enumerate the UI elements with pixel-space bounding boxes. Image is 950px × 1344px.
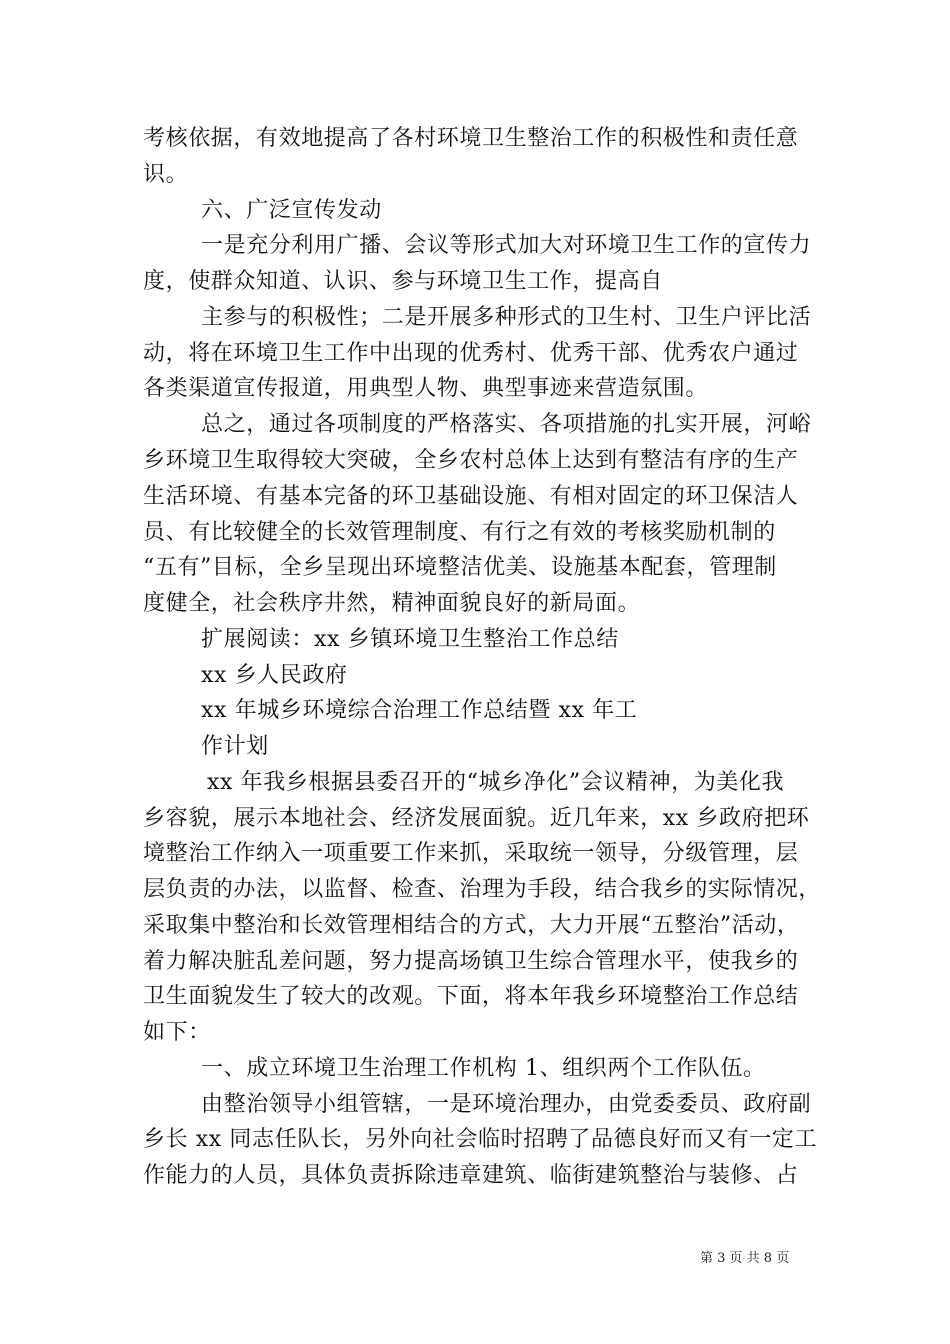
article-title: xx 年城乡环境综合治理工作总结暨 xx 年工 <box>201 698 638 723</box>
text-line: “五有”目标，全乡呈现出环境整洁优美、设施基本配套，管理制 <box>143 555 777 580</box>
section-heading: 六、广泛宣传发动 <box>201 198 382 223</box>
issuer-line: xx 乡人民政府 <box>201 663 348 688</box>
text-line: 识。 <box>143 162 189 187</box>
text-line: 生活环境、有基本完备的环卫基础设施、有相对固定的环卫保洁人 <box>143 484 799 509</box>
text-line: 主参与的积极性；二是开展多种形式的卫生村、卫生户评比活 <box>201 305 812 330</box>
extended-reading-title: 扩展阅读：xx 乡镇环境卫生整治工作总结 <box>201 627 619 652</box>
text-line: 由整治领导小组管辖，一是环境治理办，由党委委员、政府副 <box>201 1092 812 1117</box>
text-line: 层负责的办法，以监督、检查、治理为手段，结合我乡的实际情况， <box>143 877 822 902</box>
text-line: 境整治工作纳入一项重要工作来抓，采取统一领导，分级管理，层 <box>143 841 799 866</box>
text-line: 乡容貌，展示本地社会、经济发展面貌。近几年来，xx 乡政府把环 <box>143 806 810 831</box>
text-line: 作能力的人员，具体负责拆除违章建筑、临街建筑整治与装修、占 <box>143 1163 799 1188</box>
page-number: 第 3 页 共 8 页 <box>700 1251 790 1266</box>
text-line: 如下： <box>143 1020 211 1045</box>
text-line: 着力解决脏乱差问题，努力提高场镇卫生综合管理水平，使我乡的 <box>143 949 799 974</box>
text-line: 员、有比较健全的长效管理制度、有行之有效的考核奖励机制的 <box>143 520 776 545</box>
text-line: xx 年我乡根据县委召开的“城乡净化”会议精神，为美化我 <box>207 770 785 795</box>
text-line: 卫生面貌发生了较大的改观。下面，将本年我乡环境整治工作总结 <box>143 984 799 1009</box>
text-line: 动，将在环境卫生工作中出现的优秀村、优秀干部、优秀农户通过 <box>143 341 799 366</box>
text-line: 各类渠道宣传报道，用典型人物、典型事迹来营造氛围。 <box>143 376 709 401</box>
text-line: 考核依据，有效地提高了各村环境卫生整治工作的积极性和责任意 <box>143 126 799 151</box>
text-line: 一是充分利用广播、会议等形式加大对环境卫生工作的宣传力 <box>201 233 812 258</box>
section-heading: 一、成立环境卫生治理工作机构 1、组织两个工作队伍。 <box>201 1056 766 1081</box>
text-line: 采取集中整治和长效管理相结合的方式，大力开展“五整治”活动， <box>143 913 800 938</box>
text-line: 乡长 xx 同志任队长，另外向社会临时招聘了品德良好而又有一定工 <box>143 1127 818 1152</box>
text-line: 度，使群众知道、认识、参与环境卫生工作，提高自 <box>143 269 663 294</box>
text-line: 度健全，社会秩序井然，精神面貌良好的新局面。 <box>143 591 641 616</box>
text-line: 总之，通过各项制度的严格落实、各项措施的扎实开展，河峪 <box>201 412 812 437</box>
article-title-continued: 作计划 <box>201 734 269 759</box>
text-line: 乡环境卫生取得较大突破，全乡农村总体上达到有整洁有序的生产 <box>143 448 799 473</box>
